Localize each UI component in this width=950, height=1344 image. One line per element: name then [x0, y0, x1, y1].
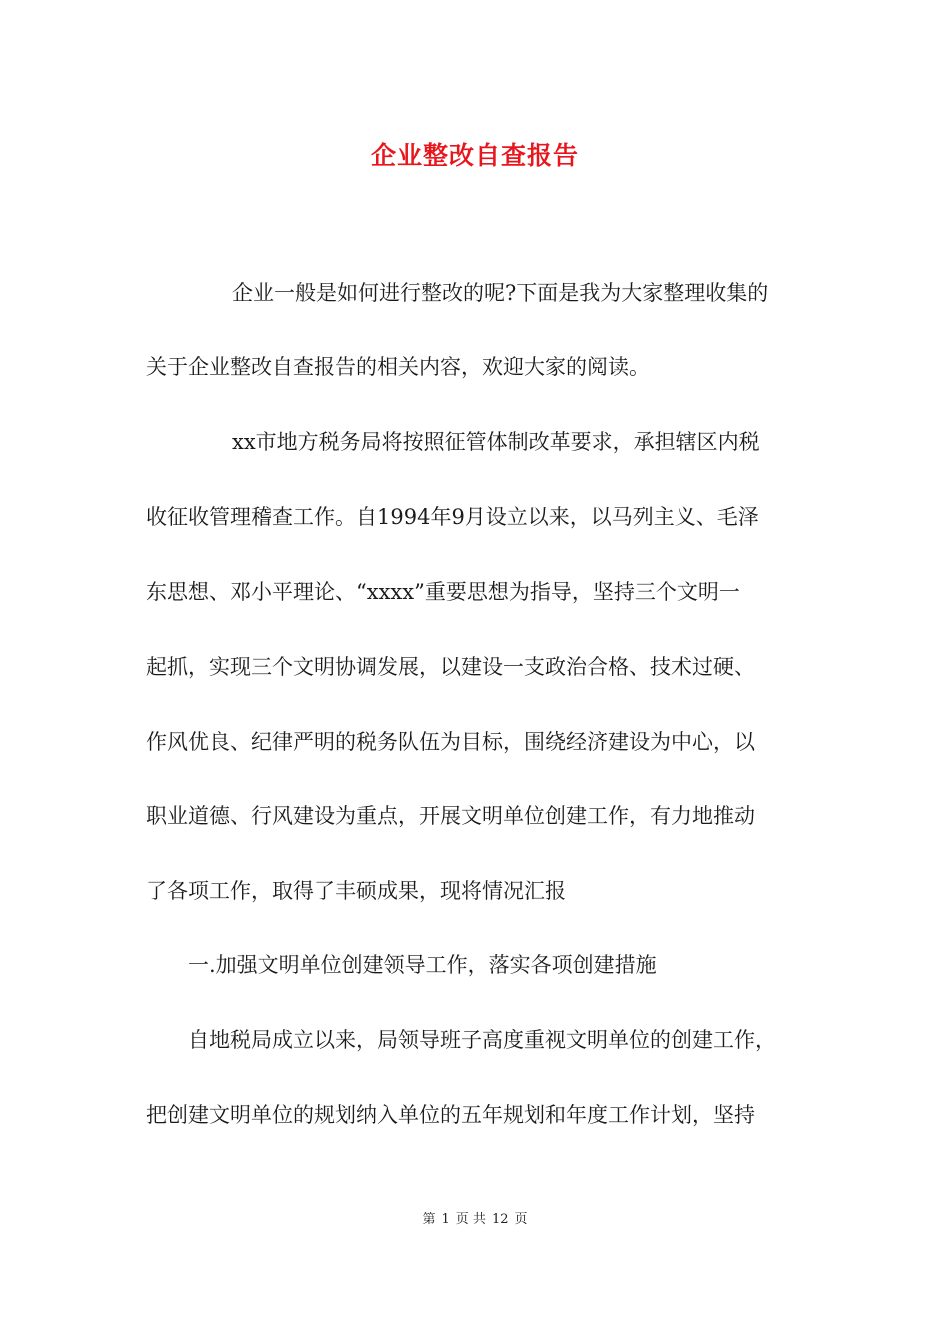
footer-prefix: 第 [422, 1212, 436, 1227]
footer-middle: 页 共 [455, 1212, 486, 1227]
paragraph-line: 了各项工作，取得了丰硕成果，现将情况汇报 [146, 879, 566, 903]
footer-page-number: 1 [441, 1212, 450, 1227]
paragraph-line: 收征收管理稽查工作。自1994年9月设立以来，以马列主义、毛泽 [146, 505, 759, 529]
paragraph-line: 职业道德、行风建设为重点，开展文明单位创建工作，有力地推动 [146, 804, 755, 828]
paragraph-line: 把创建文明单位的规划纳入单位的五年规划和年度工作计划，坚持 [146, 1103, 755, 1127]
paragraph-line: 企业一般是如何进行整改的呢?下面是我为大家整理收集的 [232, 281, 769, 305]
page-footer [0, 1208, 950, 1227]
footer-suffix: 页 [514, 1212, 528, 1227]
paragraph-line: 东思想、邓小平理论、“xxxx”重要思想为指导，坚持三个文明一 [146, 580, 740, 604]
paragraph-line: 关于企业整改自查报告的相关内容，欢迎大家的阅读。 [146, 355, 650, 379]
paragraph-line: 起抓，实现三个文明协调发展，以建设一支政治合格、技术过硬、 [146, 655, 755, 679]
document-title: 企业整改自查报告 [370, 141, 579, 170]
paragraph-line: 自地税局成立以来，局领导班子高度重视文明单位的创建工作， [188, 1028, 776, 1052]
paragraph-line: xx市地方税务局将按照征管体制改革要求，承担辖区内税 [232, 430, 760, 454]
footer-total-pages: 12 [491, 1212, 509, 1227]
section-heading: 一.加强文明单位创建领导工作，落实各项创建措施 [188, 953, 657, 977]
paragraph-line: 作风优良、纪律严明的税务队伍为目标，围绕经济建设为中心，以 [146, 730, 755, 754]
